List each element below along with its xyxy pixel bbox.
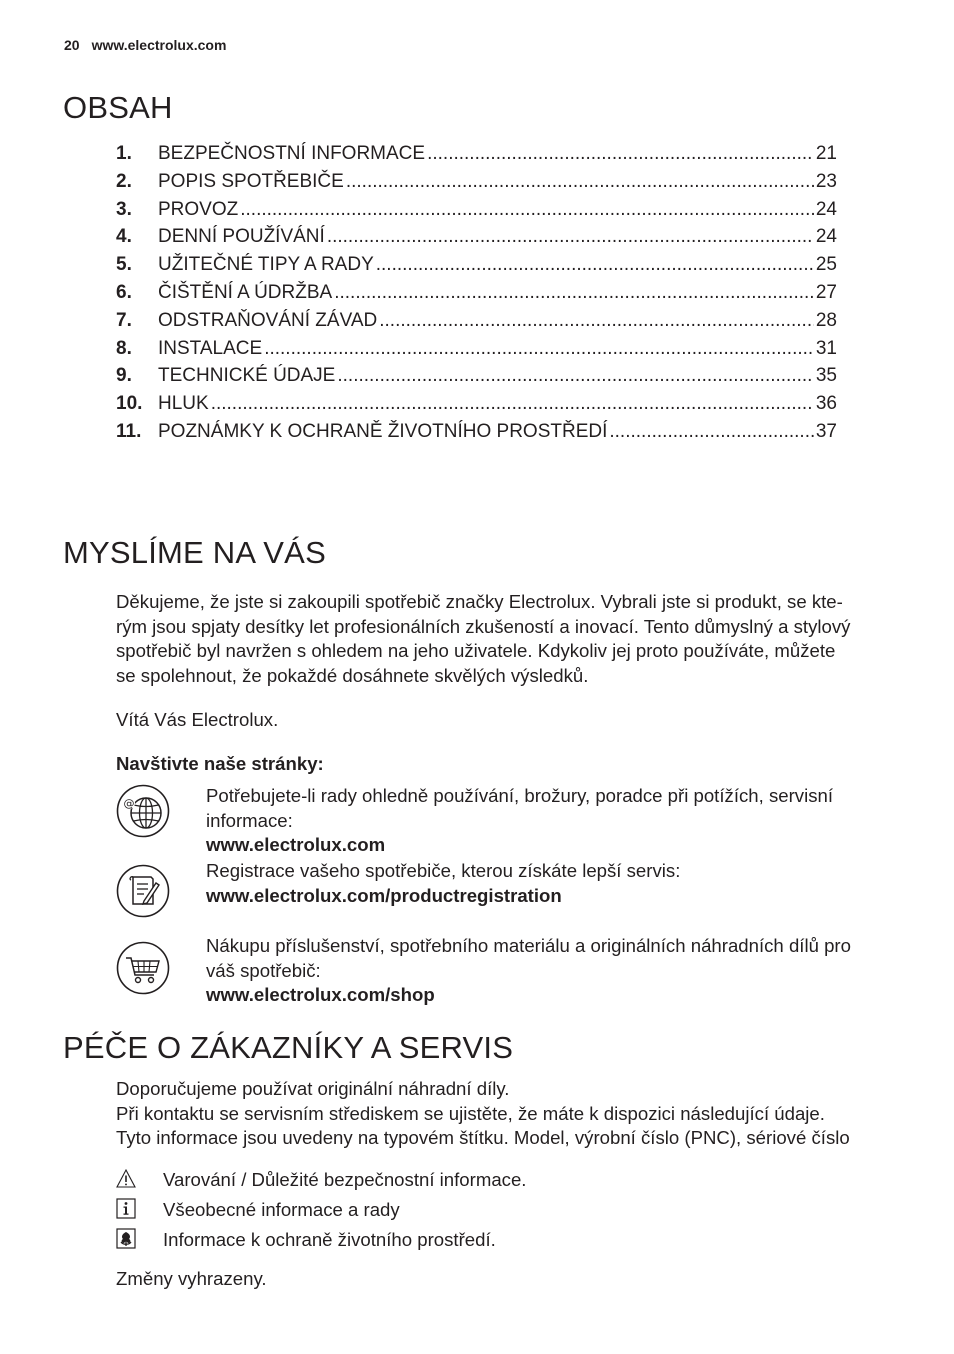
service-paragraph — [116, 1077, 896, 1151]
toc-item-title: ČIŠTĚNÍ A ÚDRŽBA — [158, 281, 333, 303]
about-line: se spolehnout, že pokaždé dosáhnete skvělých výsledků. — [116, 664, 589, 686]
toc-item-number: 4. — [116, 226, 132, 248]
toc-item-number: 6. — [116, 281, 132, 303]
toc-item-title: POPIS SPOTŘEBIČE — [158, 170, 344, 192]
table-of-contents — [116, 143, 837, 449]
page-number: 20 — [64, 37, 80, 53]
warning-icon — [116, 1168, 136, 1190]
toc-item-title: ODSTRAŇOVÁNÍ ZÁVAD — [158, 309, 378, 331]
link-description: Registrace vašeho spotřebiče, kterou získáte lepší servis: — [206, 860, 681, 881]
welcome-text: Vítá Vás Electrolux. — [116, 709, 279, 730]
header-site-link[interactable]: www.electrolux.com — [91, 37, 227, 53]
toc-item-title: DENNÍ POUŽÍVÁNÍ — [158, 226, 325, 248]
toc-item-page: 28 — [815, 309, 837, 331]
legend-label: Všeobecné informace a rady — [163, 1199, 400, 1220]
service-title: PÉČE O ZÁKAZNÍKY A SERVIS — [63, 1030, 514, 1065]
toc-item[interactable] — [116, 143, 837, 171]
registration-link[interactable]: www.electrolux.com/productregistration — [206, 884, 562, 906]
about-paragraph — [116, 590, 896, 688]
legend-label: Informace k ochraně životního prostředí. — [163, 1229, 496, 1250]
service-line: Tyto informace jsou uvedeny na typovém štítku. Model, výrobní číslo (PNC), sériové číslo — [116, 1127, 850, 1149]
footer-note: Změny vyhrazeny. — [116, 1268, 267, 1289]
toc-dot-leader — [379, 310, 814, 332]
environment-icon — [116, 1228, 136, 1250]
toc-dot-leader — [264, 338, 814, 360]
toc-item-number: 9. — [116, 365, 132, 387]
toc-item-title: POZNÁMKY K OCHRANĚ ŽIVOTNÍHO PROSTŘEDÍ — [158, 420, 608, 442]
toc-dot-leader — [609, 421, 813, 443]
about-line: Děkujeme, že jste si zakoupili spotřebič značky Electrolux. Vybrali jste si produkt, se kte- — [116, 591, 843, 612]
toc-item-page: 36 — [815, 393, 837, 415]
toc-item[interactable] — [116, 254, 837, 282]
about-title: MYSLÍME NA VÁS — [63, 535, 326, 570]
toc-item-number: 10. — [116, 393, 143, 415]
toc-item-page: 35 — [815, 365, 837, 387]
toc-item-number: 3. — [116, 198, 132, 220]
toc-item[interactable] — [116, 199, 837, 227]
toc-item-number: 7. — [116, 309, 132, 331]
toc-item[interactable] — [116, 365, 837, 393]
toc-item-title: TECHNICKÉ ÚDAJE — [158, 365, 336, 387]
legend-row-info — [116, 1198, 896, 1222]
link-description: Potřebujete-li rady ohledně používání, brožury, poradce při potížích, servisní — [206, 785, 834, 806]
cart-icon — [116, 941, 170, 995]
toc-item-number: 5. — [116, 254, 132, 276]
globe-icon — [116, 784, 170, 838]
toc-item[interactable] — [116, 393, 837, 421]
link-description: Nákupu příslušenství, spotřebního materiálu a originálních náhradních dílů pro — [206, 935, 851, 956]
toc-item[interactable] — [116, 226, 837, 254]
about-line: rým jsou spjaty desítky let profesionálních zkušeností a inovací. Tento důmyslný a stylový — [116, 615, 851, 637]
page-header — [64, 37, 226, 53]
toc-item[interactable] — [116, 338, 837, 366]
visit-heading: Navštivte naše stránky: — [116, 753, 324, 774]
toc-item-number: 11. — [116, 420, 142, 442]
toc-item-title: PROVOZ — [158, 198, 239, 220]
toc-item-title: UŽITEČNÉ TIPY A RADY — [158, 254, 374, 276]
toc-item-page: 24 — [815, 198, 837, 220]
toc-item-page: 21 — [815, 143, 837, 164]
about-line: spotřebič byl navržen s ohledem na jeho uživatele. Kdykoliv jej proto používáte, můžete — [116, 640, 836, 662]
service-line: Při kontaktu se servisním střediskem se ujistěte, že máte k dispozici následující údaje. — [116, 1102, 825, 1124]
toc-item-page: 24 — [815, 226, 837, 248]
legend-row-warning — [116, 1168, 896, 1192]
toc-item[interactable] — [116, 282, 837, 310]
toc-item-number: 8. — [116, 337, 132, 359]
toc-dot-leader — [211, 393, 814, 415]
toc-item-page: 31 — [815, 337, 837, 359]
toc-item-page: 25 — [815, 254, 837, 276]
toc-item-page: 37 — [815, 420, 837, 442]
toc-dot-leader — [346, 171, 814, 193]
toc-item[interactable] — [116, 310, 837, 338]
toc-item[interactable] — [116, 171, 837, 199]
toc-dot-leader — [376, 254, 814, 276]
toc-item-title: INSTALACE — [158, 337, 263, 359]
registration-icon — [116, 864, 170, 918]
toc-dot-leader — [337, 365, 814, 387]
toc-title: OBSAH — [63, 90, 173, 125]
support-link[interactable]: www.electrolux.com — [206, 834, 386, 856]
legend-row-environment — [116, 1228, 896, 1252]
shop-link[interactable]: www.electrolux.com/shop — [206, 984, 435, 1006]
toc-item-number: 2. — [116, 170, 132, 192]
toc-dot-leader — [334, 282, 814, 304]
toc-item-title: BEZPEČNOSTNÍ INFORMACE — [158, 143, 426, 164]
toc-dot-leader — [327, 226, 814, 248]
toc-dot-leader — [427, 143, 814, 165]
svg-text:@: @ — [123, 797, 135, 810]
toc-dot-leader — [240, 199, 814, 221]
toc-item-number: 1. — [116, 143, 132, 164]
link-description: váš spotřebič: — [206, 959, 321, 981]
toc-item-page: 27 — [815, 281, 837, 303]
legend-label: Varování / Důležité bezpečnostní informace. — [163, 1169, 527, 1190]
toc-item[interactable] — [116, 421, 837, 449]
link-description: informace: — [206, 809, 293, 831]
toc-item-page: 23 — [815, 170, 837, 192]
info-icon — [116, 1198, 136, 1220]
toc-item-title: HLUK — [158, 393, 209, 415]
service-line: Doporučujeme používat originální náhradní díly. — [116, 1078, 510, 1099]
